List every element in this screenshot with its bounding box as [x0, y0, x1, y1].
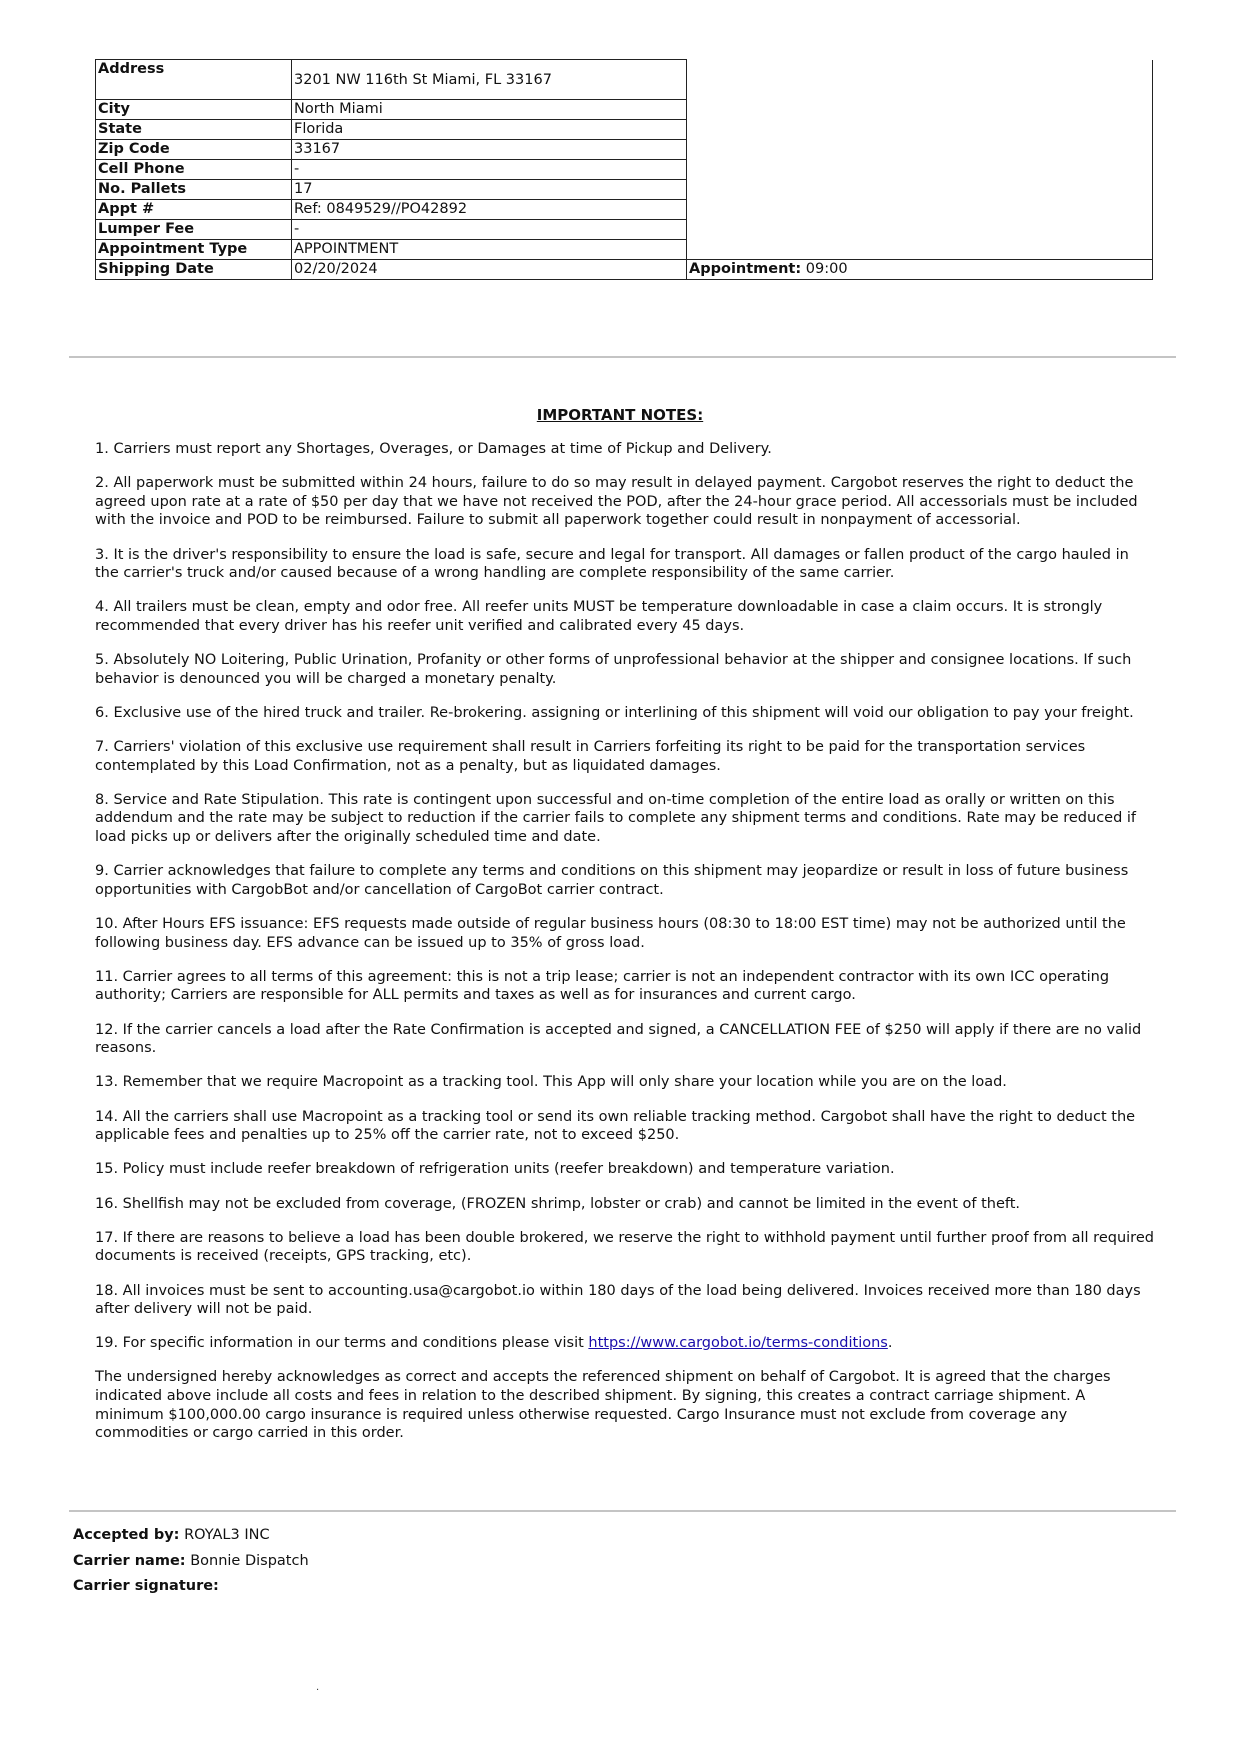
pallets-label: No. Pallets [96, 180, 292, 200]
accepted-by-label: Accepted by: [73, 1527, 180, 1543]
table-row [96, 200, 1153, 220]
note-19-suffix: . [887, 1335, 893, 1352]
carrier-name-value: Bonnie Dispatch [190, 1552, 309, 1569]
appt-number-label: Appt # [96, 200, 292, 220]
note-item: 12. If the carrier cancels a load after the Rate Confirmation is accepted and signed, a CANCELLATION FEE of $250 will apply if there are no valid reasons. [95, 1021, 1142, 1057]
lumper-fee-label: Lumper Fee [96, 220, 292, 240]
appointment-time: 09:00 [805, 261, 848, 277]
page-mark: . [316, 1682, 320, 1693]
side-cell [687, 220, 1153, 240]
note-item: 10. After Hours EFS issuance: EFS requests made outside of regular business hours (08:30 to 18:00 EST time) may not be authorized until the following business day. EFS advance can be issued up to 35% of gross load. [95, 916, 1126, 951]
accepted-by-value: ROYAL3 INC [184, 1527, 270, 1543]
state-label: State [96, 120, 292, 140]
note-item: 2. All paperwork must be submitted within 24 hours, failure to do so may result in delayed payment. Cargobot reserves the right to deduct the agreed upon rate at a rate of $50 per day that we have not received the POD, after the 24-hour grace period. All accessorials must be included with the invoice and POD to be reimbursed. Failure to submit all paperwork together could result in nonpayment of accessorial. [95, 475, 1138, 529]
shipping-date-value: 02/20/2024 [292, 260, 687, 280]
address-value: 3201 NW 116th St Miami, FL 33167 [292, 60, 687, 100]
note-19-text: 19. For specific information in our terms and conditions please visit [95, 1335, 589, 1352]
note-item: 11. Carrier agrees to all terms of this agreement: this is not a trip lease; carrier is not an independent contractor with its own ICC operating authority; Carriers are responsible for ALL permits and taxes as well as for insurances and current cargo. [95, 968, 1110, 1004]
cell-phone-value: - [292, 160, 687, 180]
note-item: 13. Remember that we require Macropoint as a tracking tool. This App will only share your location while you are on the load. [95, 1074, 1007, 1091]
side-cell [687, 100, 1153, 120]
appointment-time-cell [687, 260, 1153, 280]
notes-title: IMPORTANT NOTES: [536, 406, 704, 424]
note-item: 3. It is the driver's responsibility to ensure the load is safe, secure and legal for transport. All damages or fallen product of the cargo hauled in the carrier's truck and/or caused because of a wrong handling are complete responsibility of the same carrier. [95, 546, 1129, 582]
appointment-type-value: APPOINTMENT [292, 240, 687, 260]
acceptance-block [73, 1523, 309, 1600]
side-cell [687, 60, 1153, 100]
appt-number-value: Ref: 0849529//PO42892 [292, 200, 687, 220]
table-row [96, 240, 1153, 260]
note-item: 1. Carriers must report any Shortages, Overages, or Damages at time of Pickup and Delivery. [95, 441, 772, 457]
note-item: 15. Policy must include reefer breakdown of refrigeration units (reefer breakdown) and temperature variation. [95, 1161, 895, 1178]
side-cell [687, 140, 1153, 160]
accepted-by-line [73, 1523, 309, 1549]
note-item: 4. All trailers must be clean, empty and odor free. All reefer units MUST be temperature downloadable in case a claim occurs. It is strongly recommended that every driver has his reefer unit verified and calibrated every 45 days. [95, 599, 1103, 634]
side-cell [687, 200, 1153, 220]
note-item: 5. Absolutely NO Loitering, Public Urination, Profanity or other forms of unprofessional behavior at the shipper and consignee locations. If such behavior is denounced you will be charged a monetary penalty. [95, 652, 1132, 687]
appointment-type-label: Appointment Type [96, 240, 292, 260]
note-item: 14. All the carriers shall use Macropoint as a tracking tool or send its own reliable tracking method. Cargobot shall have the right to deduct the applicable fees and penalties up to 25% off the carrier rate, not to exceed $250. [95, 1108, 1136, 1144]
notes-list [95, 440, 1157, 1458]
divider [69, 356, 1176, 358]
shipping-date-label: Shipping Date [96, 260, 292, 280]
zip-code-label: Zip Code [96, 140, 292, 160]
appointment-label: Appointment: [689, 261, 802, 277]
carrier-name-label: Carrier name: [73, 1552, 186, 1569]
table-row [96, 120, 1153, 140]
carrier-signature-line [73, 1574, 309, 1600]
table-row [96, 180, 1153, 200]
city-value: North Miami [292, 100, 687, 120]
note-item: 7. Carriers' violation of this exclusive use requirement shall result in Carriers forfeiting its right to be paid for the transportation services contemplated by this Load Confirmation, not as a penalty, but as liquidated damages. [95, 739, 1086, 774]
state-value: Florida [292, 120, 687, 140]
table-row [96, 220, 1153, 240]
divider [69, 1510, 1176, 1512]
note-item: 16. Shellfish may not be excluded from coverage, (FROZEN shrimp, lobster or crab) and cannot be limited in the event of theft. [95, 1195, 1021, 1212]
note-item: 17. If there are reasons to believe a load has been double brokered, we reserve the right to withhold payment until further proof from all required documents is received (receipts, GPS tracking, etc). [95, 1229, 1154, 1265]
zip-code-value: 33167 [292, 140, 687, 160]
acknowledgement-text: The undersigned hereby acknowledges as correct and accepts the referenced shipment on behalf of Cargobot. It is agreed that the charges indicated above include all costs and fees in relation to the described shipment. By signing, this creates a contract carriage shipment. A minimum $100,000.00 cargo insurance is required unless otherwise requested. Cargo Insurance must not exclude from coverage any commodities or cargo carried in this order. [95, 1369, 1111, 1442]
table-row [96, 140, 1153, 160]
cell-phone-label: Cell Phone [96, 160, 292, 180]
carrier-name-line [73, 1549, 309, 1575]
note-item: 18. All invoices must be sent to accounting.usa@cargobot.io within 180 days of the load being delivered. Invoices received more than 180 days after delivery will not be paid. [95, 1282, 1141, 1318]
address-label: Address [96, 60, 292, 100]
side-cell [687, 180, 1153, 200]
side-cell [687, 240, 1153, 260]
table-row [96, 60, 1153, 100]
carrier-signature-label: Carrier signature: [73, 1578, 219, 1594]
note-item: 8. Service and Rate Stipulation. This rate is contingent upon successful and on-time completion of the entire load as orally or written on this addendum and the rate may be subject to reduction if the carrier fails to complete any shipment terms and conditions. Rate may be reduced if load picks up or delivers after the originally scheduled time and date. [95, 791, 1137, 846]
table-row [96, 100, 1153, 120]
note-item: 6. Exclusive use of the hired truck and trailer. Re-brokering. assigning or interlining of this shipment will void our obligation to pay your freight. [95, 704, 1134, 721]
note-item-19 [95, 1334, 1157, 1353]
shipment-info-table [95, 59, 1153, 280]
pallets-value: 17 [292, 180, 687, 200]
table-row [96, 160, 1153, 180]
terms-conditions-link[interactable]: https://www.cargobot.io/terms-conditions [588, 1335, 888, 1352]
side-cell [687, 160, 1153, 180]
lumper-fee-value: - [292, 220, 687, 240]
table-row [96, 260, 1153, 280]
note-item: 9. Carrier acknowledges that failure to complete any terms and conditions on this shipment may jeopardize or result in loss of future business opportunities with CargobBot and/or cancellation of CargoBot carrier contract. [95, 863, 1129, 898]
city-label: City [96, 100, 292, 120]
side-cell [687, 120, 1153, 140]
